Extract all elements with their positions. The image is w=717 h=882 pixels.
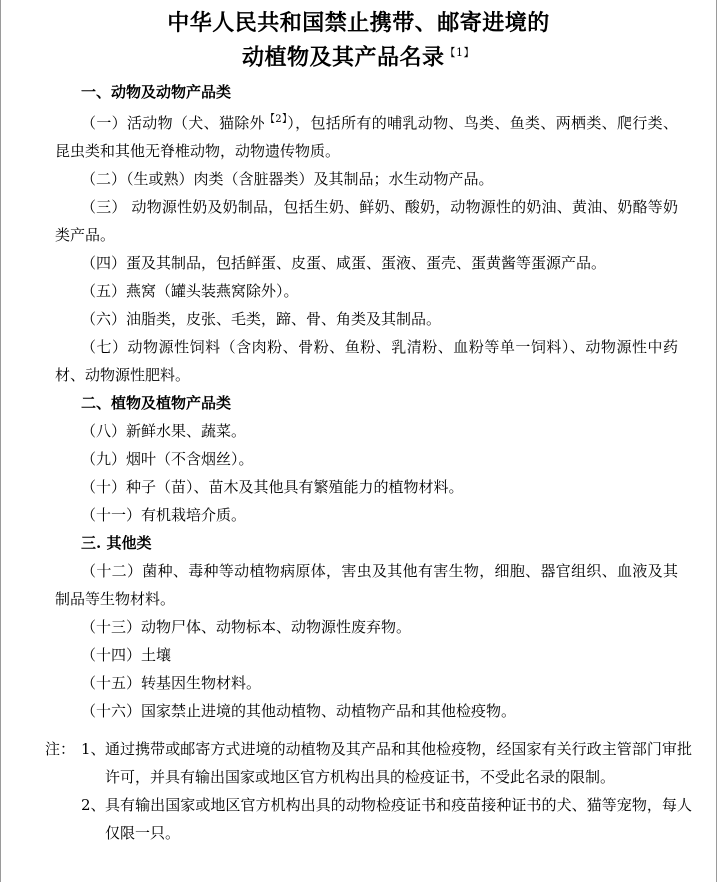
list-item-text: （七）动物源性饲料（含肉粉、骨粉、鱼粉、乳清粉、血粉等单一饲料）、动物源性中药材、动物源性肥料。 bbox=[55, 338, 678, 385]
list-item-text: （一）活动物（犬、猫除外 bbox=[81, 114, 265, 133]
list-item-text: （六）油脂类，皮张、毛类，蹄、骨、角类及其制品。 bbox=[81, 310, 442, 329]
list-item bbox=[55, 501, 678, 529]
notes-block bbox=[1, 735, 716, 847]
title-line-2 bbox=[1, 38, 716, 72]
list-item bbox=[55, 417, 678, 445]
list-item-text: （四）蛋及其制品，包括鲜蛋、皮蛋、咸蛋、蛋液、蛋壳、蛋黄酱等蛋源产品。 bbox=[81, 254, 607, 273]
list-item bbox=[55, 333, 678, 389]
note-item bbox=[45, 735, 692, 791]
title-footnote-mark: 【1】 bbox=[444, 46, 475, 59]
list-item-text: （十二）菌种、毒种等动植物病原体，害虫及其他有害生物，细胞、器官组织、血液及其制品等生物材料。 bbox=[55, 562, 678, 609]
list-item-text: （十四）土壤 bbox=[81, 646, 172, 665]
note-item bbox=[45, 791, 692, 847]
list-item bbox=[55, 277, 678, 305]
list-item-text: （二）（生或熟）肉类（含脏器类）及其制品；水生动物产品。 bbox=[81, 170, 494, 189]
note-text: 通过携带或邮寄方式进境的动植物及其产品和其他检疫物，经国家有关行政主管部门审批许可，并具有输出国家或地区官方机构出具的检疫证书，不受此名录的限制。 bbox=[105, 740, 692, 787]
list-content bbox=[1, 72, 716, 725]
list-item bbox=[55, 613, 678, 641]
list-item-text: （十一）有机栽培介质。 bbox=[81, 506, 247, 525]
list-item bbox=[55, 445, 678, 473]
list-item-text: （九）烟叶（不含烟丝）。 bbox=[81, 450, 254, 469]
section-heading: 三. 其他类 bbox=[81, 534, 152, 553]
list-item-text-continued: ），包括所有的哺乳动物、鸟类、鱼类、两栖类、爬行类、昆虫类和其他无脊椎动物，动物遗传物质。 bbox=[55, 114, 678, 161]
list-item bbox=[55, 557, 678, 613]
list-item-text: （十六）国家禁止进境的其他动植物、动植物产品和其他检疫物。 bbox=[81, 702, 517, 721]
list-item bbox=[55, 641, 678, 669]
note-prefix: 注： bbox=[45, 740, 76, 759]
list-item bbox=[55, 249, 678, 277]
title-line-1: 中华人民共和国禁止携带、邮寄进境的 bbox=[167, 10, 550, 36]
title-line-2-text: 动植物及其产品名录 bbox=[241, 44, 445, 71]
list-item bbox=[55, 165, 678, 193]
list-item bbox=[55, 193, 678, 249]
list-item bbox=[55, 305, 678, 333]
section-heading: 一、动物及动物产品类 bbox=[81, 83, 232, 102]
document-title bbox=[1, 0, 716, 72]
note-text: 具有输出国家或地区官方机构出具的动物检疫证书和疫苗接种证书的犬、猫等宠物，每人仅限一只。 bbox=[105, 796, 692, 843]
note-number: 1、 bbox=[81, 740, 106, 759]
list-item bbox=[55, 106, 678, 165]
list-item bbox=[55, 697, 678, 725]
list-item-text: （三） 动物源性奶及奶制品，包括生奶、鲜奶、酸奶，动物源性的奶油、黄油、奶酪等奶类产品。 bbox=[55, 198, 678, 245]
footnote-mark: 【2】 bbox=[264, 114, 288, 126]
list-item-text: （十三）动物尸体、动物标本、动物源性废弃物。 bbox=[81, 618, 412, 637]
note-number: 2、 bbox=[81, 796, 106, 815]
section-heading: 二、植物及植物产品类 bbox=[81, 394, 232, 413]
list-item-text: （五）燕窝（罐头装燕窝除外）。 bbox=[81, 282, 299, 301]
list-item-text: （八）新鲜水果、蔬菜。 bbox=[81, 422, 247, 441]
list-item bbox=[55, 473, 678, 501]
list-item-text: （十五）转基因生物材料。 bbox=[81, 674, 262, 693]
list-item-text: （十）种子（苗）、苗木及其他具有繁殖能力的植物材料。 bbox=[81, 478, 464, 497]
list-item bbox=[55, 669, 678, 697]
